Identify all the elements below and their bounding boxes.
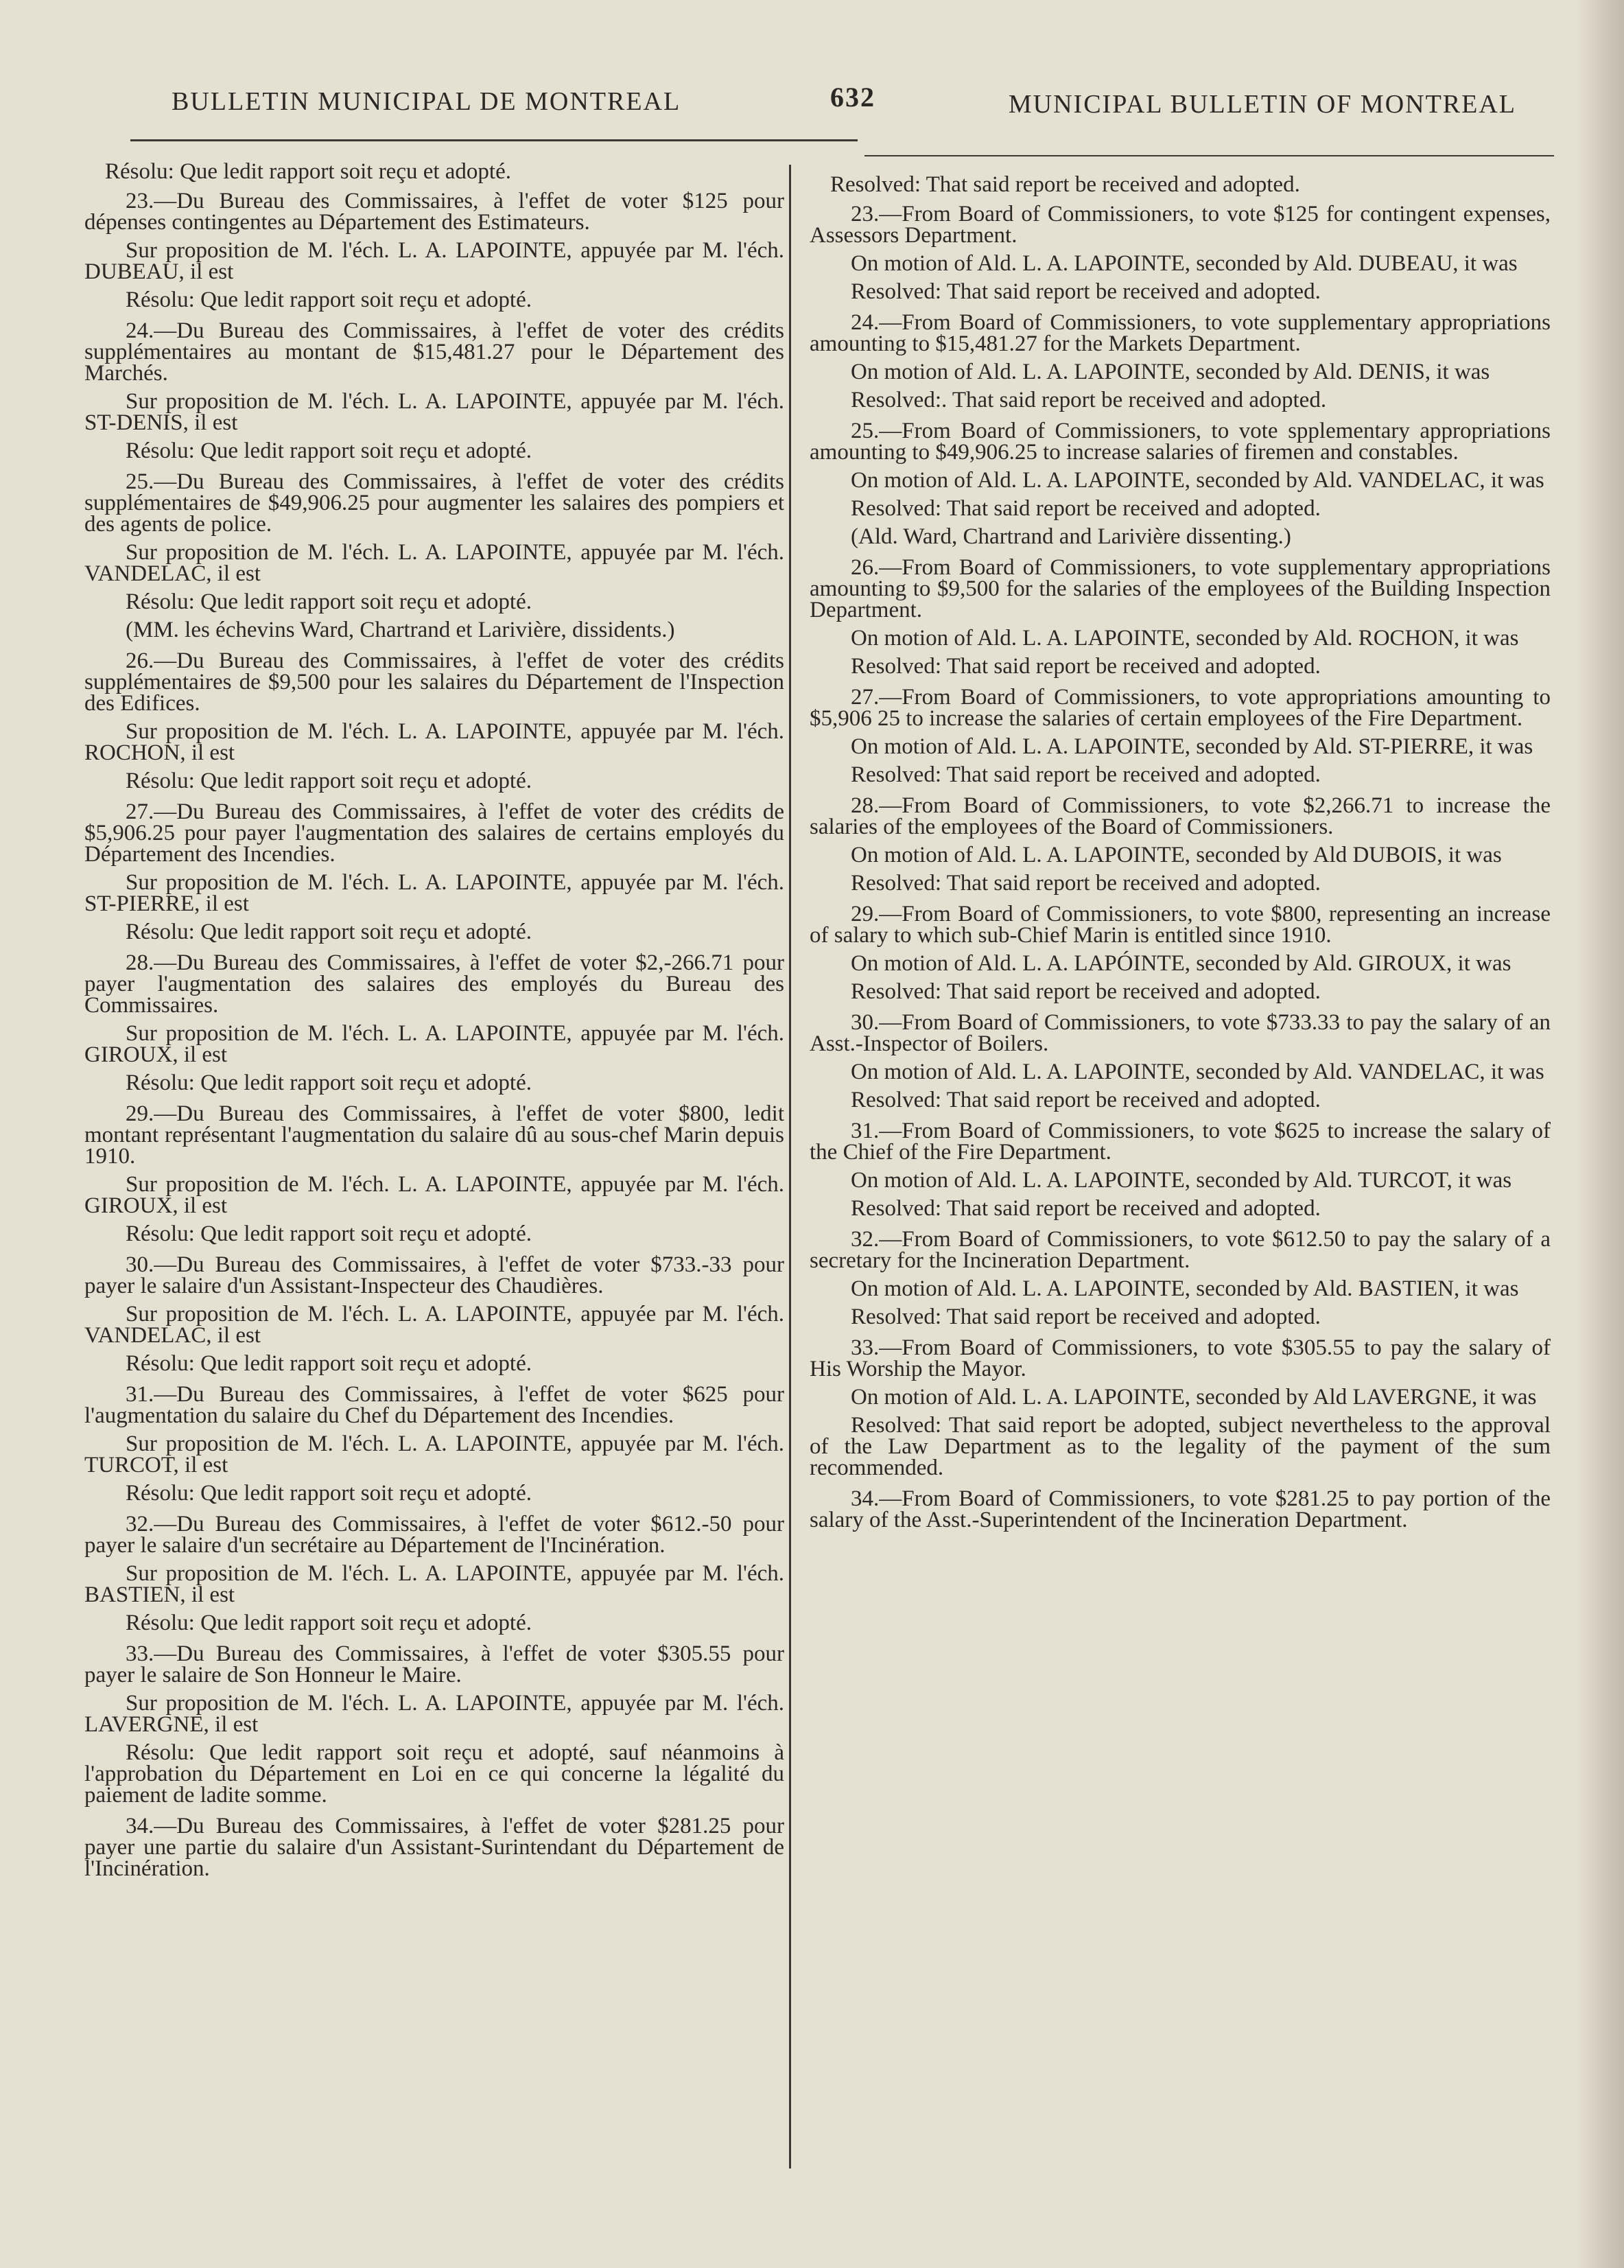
item-motion: Sur proposition de M. l'éch. L. A. LAPOINTE, appuyée par M. l'éch. DUBEAU, il est	[84, 238, 784, 284]
item-resolution: Resolved: That said report be received and adopted.	[851, 496, 1321, 521]
item-motion: Sur proposition de M. l'éch. L. A. LAPOINTE, appuyée par M. l'éch. LAVERGNE, il est	[84, 1691, 784, 1737]
resolution-item	[810, 204, 1551, 303]
header-french-title: BULLETIN MUNICIPAL DE MONTREAL	[172, 87, 681, 116]
item-body: 25.—Du Bureau des Commissaires, à l'effet de voter des crédits supplémentaires de $49,906.25 pour augmenter les salaires des pompiers et des agents de police.	[84, 469, 784, 537]
item-body: 28.—From Board of Commissioners, to vote $2,266.71 to increase the salaries of the employees of the Board of Commissioners.	[810, 793, 1551, 839]
resolution-item	[810, 1121, 1551, 1219]
french-items	[84, 191, 784, 1880]
item-body: 27.—From Board of Commissioners, to vote appropriations amounting to $5,906 25 to increase the salaries of certain employees of the Fire Department.	[810, 685, 1551, 731]
item-resolution: Resolved: That said report be received and adopted.	[851, 1196, 1321, 1221]
resolution-item	[84, 1816, 784, 1880]
page-edge-shadow	[1576, 0, 1624, 2268]
resolution-item	[84, 799, 784, 944]
item-resolution: Résolu: Que ledit rapport soit reçu et adopté.	[126, 920, 532, 944]
item-body: 27.—Du Bureau des Commissaires, à l'effet de voter des crédits de $5,906.25 pour payer l'augmentation des salaires de certains employés du Département des Incendies.	[84, 799, 784, 867]
item-body: 23.—From Board of Commissioners, to vote $125 for contingent expenses, Assessors Department.	[810, 202, 1551, 248]
item-resolution: Résolu: Que ledit rapport soit reçu et adopté.	[126, 288, 532, 312]
resolution-item	[810, 1337, 1551, 1479]
item-motion: On motion of Ald. L. A. LAPOINTE, seconded by Ald. TURCOT, it was	[851, 1168, 1512, 1193]
item-motion: On motion of Ald. L. A. LAPOINTE, seconded by Ald LAVERGNE, it was	[851, 1385, 1537, 1410]
item-resolution: Resolved: That said report be received and adopted.	[851, 654, 1321, 679]
item-motion: Sur proposition de M. l'éch. L. A. LAPOINTE, appuyée par M. l'éch. ST-PIERRE, il est	[84, 870, 784, 916]
item-motion: On motion of Ald. L. A. LAPOINTE, seconded by Ald DUBOIS, it was	[851, 843, 1502, 867]
resolution-item	[84, 648, 784, 793]
item-resolution: Resolved: That said report be received and adopted.	[851, 1088, 1321, 1112]
item-body: 24.—From Board of Commissioners, to vote supplementary appropriations amounting to $15,481.27 for the Markets Department.	[810, 310, 1551, 356]
item-body: 31.—Du Bureau des Commissaires, à l'effet de voter $625 pour l'augmentation du salaire du Chef du Département des Incendies.	[84, 1382, 784, 1428]
item-body: 34.—From Board of Commissioners, to vote $281.25 to pay portion of the salary of the Asst.-Superintendent of the Incineration Department.	[810, 1486, 1551, 1532]
resolution-item	[810, 904, 1551, 1003]
english-column	[810, 174, 1551, 1541]
item-body: 25.—From Board of Commissioners, to vote spplementary appropriations amounting to $49,906.25 to increase salaries of firemen and constables.	[810, 419, 1551, 465]
item-motion: Sur proposition de M. l'éch. L. A. LAPOINTE, appuyée par M. l'éch. GIROUX, il est	[84, 1021, 784, 1067]
item-motion: On motion of Ald. L. A. LAPOINTE, seconded by Ald. BASTIEN, it was	[851, 1276, 1519, 1301]
resolution-item	[84, 952, 784, 1094]
item-body: 26.—From Board of Commissioners, to vote supplementary appropriations amounting to $9,500 for the salaries of the employees of the Building Inspection Department.	[810, 555, 1551, 622]
item-motion: On motion of Ald. L. A. LAPOINTE, seconded by Ald. ROCHON, it was	[851, 626, 1519, 651]
item-resolution: Resolved:. That said report be received and adopted.	[851, 388, 1327, 412]
resolution-item	[84, 1384, 784, 1504]
resolution-item	[84, 191, 784, 311]
resolution-item	[84, 320, 784, 462]
item-resolution: Resolved: That said report be received and adopted.	[851, 979, 1321, 1004]
item-body: 34.—Du Bureau des Commissaires, à l'effet de voter $281.25 pour payer une partie du salaire d'un Assistant-Surintendant du Département de l'Incinération.	[84, 1814, 784, 1881]
item-motion: On motion of Ald. L. A. LAPÓINTE, seconded by Ald. GIROUX, it was	[851, 951, 1511, 976]
resolution-item	[84, 471, 784, 641]
item-body: 33.—Du Bureau des Commissaires, à l'effet de voter $305.55 pour payer le salaire de Son Honneur le Maire.	[84, 1641, 784, 1687]
item-motion: On motion of Ald. L. A. LAPOINTE, seconded by Ald. ST-PIERRE, it was	[851, 734, 1533, 759]
item-resolution: Résolu: Que ledit rapport soit reçu et adopté, sauf néanmoins à l'approbation du Département en Loi en ce qui concerne la légalité du paiement de ladite somme.	[84, 1740, 784, 1808]
item-resolution: Resolved: That said report be received and adopted.	[851, 279, 1321, 304]
english-items	[810, 204, 1551, 1531]
item-motion: On motion of Ald. L. A. LAPOINTE, seconded by Ald. VANDELAC, it was	[851, 1060, 1544, 1084]
item-body: 28.—Du Bureau des Commissaires, à l'effet de voter $2,-266.71 pour payer l'augmentation des salaires des employés du Bureau des Commissaires.	[84, 950, 784, 1018]
resolution-item	[84, 1103, 784, 1245]
item-resolution: Résolu: Que ledit rapport soit reçu et adopté.	[126, 769, 532, 793]
item-resolution: Resolved: That said report be received and adopted.	[851, 871, 1321, 896]
item-body: 30.—From Board of Commissioners, to vote $733.33 to pay the salary of an Asst.-Inspector of Boilers.	[810, 1010, 1551, 1056]
resolution-item	[810, 557, 1551, 677]
item-motion: Sur proposition de M. l'éch. L. A. LAPOINTE, appuyée par M. l'éch. ROCHON, il est	[84, 719, 784, 765]
item-motion: Sur proposition de M. l'éch. L. A. LAPOINTE, appuyée par M. l'éch. VANDELAC, il est	[84, 1302, 784, 1348]
resolution-item	[810, 687, 1551, 786]
item-body: 23.—Du Bureau des Commissaires, à l'effet de voter $125 pour dépenses contingentes au Département des Estimateurs.	[84, 189, 784, 235]
item-resolution: Resolved: That said report be adopted, subject nevertheless to the approval of the Law Department as to the legality of the payment of the sum recommended.	[810, 1413, 1551, 1480]
resolution-item	[84, 1641, 784, 1808]
resolution-item	[810, 312, 1551, 411]
item-resolution: Résolu: Que ledit rapport soit reçu et adopté.	[126, 1351, 532, 1376]
resolution-item	[810, 795, 1551, 894]
item-body: 33.—From Board of Commissioners, to vote $305.55 to pay the salary of His Worship the Mayor.	[810, 1335, 1551, 1381]
item-motion: Sur proposition de M. l'éch. L. A. LAPOINTE, appuyée par M. l'éch. BASTIEN, il est	[84, 1561, 784, 1607]
item-resolution: Résolu: Que ledit rapport soit reçu et adopté.	[126, 1071, 532, 1095]
header-english-title: MUNICIPAL BULLETIN OF MONTREAL	[1008, 90, 1516, 119]
item-resolution: Résolu: Que ledit rapport soit reçu et adopté.	[126, 1221, 532, 1246]
item-resolution: Résolu: Que ledit rapport soit reçu et adopté.	[126, 589, 532, 614]
item-body: 31.—From Board of Commissioners, to vote $625 to increase the salary of the Chief of the Fire Department.	[810, 1119, 1551, 1165]
item-body: 24.—Du Bureau des Commissaires, à l'effet de voter des crédits supplémentaires au montant de $15,481.27 pour le Département des Marchés.	[84, 318, 784, 386]
item-dissent-note: (Ald. Ward, Chartrand and Larivière dissenting.)	[851, 524, 1291, 549]
french-column	[84, 161, 784, 1889]
item-resolution: Resolved: That said report be received and adopted.	[851, 762, 1321, 787]
item-resolution: Resolved: That said report be received and adopted.	[851, 1305, 1321, 1329]
header-rule-left	[130, 139, 858, 141]
resolution-item	[84, 1254, 784, 1375]
item-motion: Sur proposition de M. l'éch. L. A. LAPOINTE, appuyée par M. l'éch. TURCOT, il est	[84, 1431, 784, 1477]
item-resolution: Résolu: Que ledit rapport soit reçu et adopté.	[126, 1481, 532, 1506]
item-body: 30.—Du Bureau des Commissaires, à l'effet de voter $733.-33 pour payer le salaire d'un Assistant-Inspecteur des Chaudières.	[84, 1252, 784, 1298]
item-motion: On motion of Ald. L. A. LAPOINTE, seconded by Ald. DUBEAU, it was	[851, 251, 1518, 276]
item-dissent-note: (MM. les échevins Ward, Chartrand et Larivière, dissidents.)	[126, 618, 675, 642]
item-motion: Sur proposition de M. l'éch. L. A. LAPOINTE, appuyée par M. l'éch. VANDELAC, il est	[84, 540, 784, 586]
top-resolution: Résolu: Que ledit rapport soit reçu et adopté.	[105, 159, 512, 184]
item-motion: On motion of Ald. L. A. LAPOINTE, seconded by Ald. DENIS, it was	[851, 360, 1490, 384]
item-body: 32.—From Board of Commissioners, to vote $612.50 to pay the salary of a secretary for the Incineration Department.	[810, 1227, 1551, 1273]
item-body: 29.—Du Bureau des Commissaires, à l'effet de voter $800, ledit montant représentant l'augmentation du salaire dû au sous-chef Marin depuis 1910.	[84, 1101, 784, 1169]
top-resolution: Resolved: That said report be received and adopted.	[830, 172, 1300, 197]
item-body: 29.—From Board of Commissioners, to vote $800, representing an increase of salary to which sub-Chief Marin is entitled since 1910.	[810, 902, 1551, 948]
resolution-item	[810, 1229, 1551, 1328]
page-header	[172, 81, 1516, 122]
resolution-item	[810, 421, 1551, 548]
resolution-item	[810, 1012, 1551, 1111]
item-motion: On motion of Ald. L. A. LAPOINTE, seconded by Ald. VANDELAC, it was	[851, 468, 1544, 493]
resolution-item	[810, 1488, 1551, 1531]
column-divider	[789, 165, 791, 2168]
item-motion: Sur proposition de M. l'éch. L. A. LAPOINTE, appuyée par M. l'éch. GIROUX, il est	[84, 1172, 784, 1218]
item-body: 26.—Du Bureau des Commissaires, à l'effet de voter des crédits supplémentaires de $9,500 pour les salaires du Département de l'Inspection des Edifices.	[84, 648, 784, 716]
page-number: 632	[830, 82, 875, 113]
header-rule-right	[864, 155, 1554, 156]
item-resolution: Résolu: Que ledit rapport soit reçu et adopté.	[126, 439, 532, 463]
item-resolution: Résolu: Que ledit rapport soit reçu et adopté.	[126, 1611, 532, 1635]
item-motion: Sur proposition de M. l'éch. L. A. LAPOINTE, appuyée par M. l'éch. ST-DENIS, il est	[84, 389, 784, 435]
item-body: 32.—Du Bureau des Commissaires, à l'effet de voter $612.-50 pour payer le salaire d'un secrétaire au Département de l'Incinération.	[84, 1512, 784, 1558]
resolution-item	[84, 1514, 784, 1634]
